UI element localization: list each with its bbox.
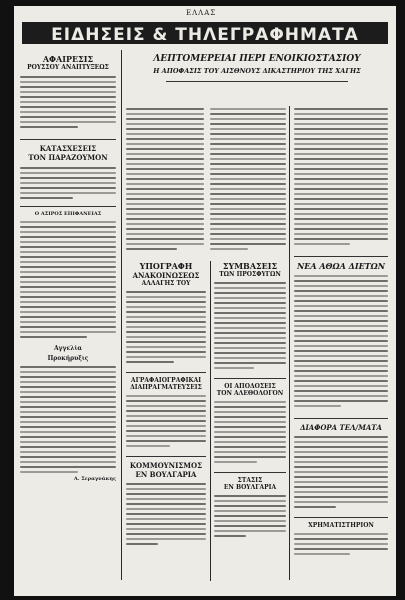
paper-name: ΕΛΛΑΣ	[186, 9, 217, 17]
article-text	[126, 395, 206, 447]
banner-subheadline: Η ΑΠΟΦΑΣΙΣ ΤΟΥ ΑΙΣΘΝΟΥΣ ΔΙΚΑΣΤΗΡΙΟΥ ΤΗΣ ΧΑΓΗΣ	[153, 67, 361, 75]
left-headline-1: ΑΦΑΙΡΕΣΙΣ	[42, 54, 94, 64]
article-text	[126, 108, 204, 250]
headline-mid2b: ΤΩΝ ΠΡΟΣΦΥΓΩΝ	[219, 271, 281, 278]
article-text	[294, 108, 388, 245]
left-headline-1b: ΡΟΥΣΣΟΥ ΑΝΑΠΤΥΞΕΩΣ	[27, 64, 109, 71]
right-headline-1: ΝΕΑ ΑΘΩΑ ΔΙΕΤΩΝ	[296, 261, 386, 271]
headline-mid6: ΣΤΑΣΙΣ	[237, 477, 263, 484]
left-headline-5: Προκήρυξις	[47, 355, 89, 362]
article-text	[20, 76, 116, 128]
headline-mid2: ΣΥΜΒΑΣΕΙΣ	[222, 261, 278, 271]
newspaper-page	[14, 6, 396, 596]
left-headline-2b: ΤΟΝ ΠΑΡΑΖΟΥΜΟΝ	[28, 153, 108, 162]
left-signature: Α. Σεραγνάκης	[73, 476, 116, 482]
article-text	[294, 275, 388, 407]
article-text	[126, 483, 206, 545]
headline-mid4b: ΤΟΝ ΑΛΕΘΟΛΟΓΟΝ	[216, 390, 284, 397]
right-headline-2: ΔΙΑΦΟΡΑ ΤΕΛ/ΜΑΤΑ	[300, 423, 382, 432]
column-rule	[210, 261, 211, 581]
center-banner	[126, 54, 388, 104]
article-text	[214, 282, 286, 369]
right-headline-3: ΧΡΗΜΑΤΙΣΤΗΡΙΟΝ	[308, 522, 374, 529]
center-column-b	[210, 108, 286, 258]
left-headline-2: ΚΑΤΑΣΧΕΣΕΙΣ	[39, 144, 97, 153]
left-headline-4: Αγγελία	[54, 345, 82, 352]
article-text	[214, 495, 286, 537]
right-column	[294, 108, 388, 588]
center-lower-left	[126, 261, 206, 591]
headline-mid6b: ΕΝ ΒΟΥΛΓΑΡΙΑ	[223, 484, 277, 491]
article-text	[126, 291, 206, 363]
headline-mid3: ΑΓΡΑΦΑΙΟΓΡΑΦΙΚΑΙ	[130, 377, 202, 384]
article-text	[20, 366, 116, 473]
headline-mid1: ΥΠΟΓΡΑΦΗ	[139, 261, 193, 271]
headline-mid3b: ΔΙΑΠΡΑΓΜΑΤΕΥΣΕΙΣ	[130, 384, 202, 391]
center-lower-right	[214, 261, 286, 591]
headline-mid1b: ΑΝΑΚΟΙΝΩΣΕΩΣ	[132, 271, 200, 280]
column-rule	[121, 50, 122, 580]
article-text	[20, 221, 116, 338]
banner-headline: ΛΕΠΤΟΜΕΡΕΙΑΙ ΠΕΡΙ ΕΝΟΙΚΙΟΣΤΑΣΙΟΥ	[153, 54, 361, 64]
headline-mid4: ΟΙ ΑΠΟΔΟΣΕΙΣ	[224, 383, 276, 390]
article-text	[294, 436, 388, 508]
article-text	[214, 401, 286, 463]
article-text	[210, 108, 286, 250]
article-text	[294, 533, 388, 555]
left-column	[20, 54, 116, 584]
article-text	[20, 167, 116, 199]
headline-mid5: ΚΟΜΜΟΥΝΙΣΜΟΣ	[129, 461, 203, 470]
headline-mid5b: ΕΝ ΒΟΥΛΓΑΡΙΑ	[135, 470, 197, 479]
left-headline-3: Ο ΑΣΙΡΟΣ ΕΠΙΦΑΝΕΙΑΣ	[34, 211, 102, 217]
column-rule	[289, 106, 290, 580]
center-column-a	[126, 108, 204, 258]
headline-mid1c: ΑΛΛΑΓΗΣ ΤΟΥ	[141, 280, 191, 287]
section-title: ΕΙΔΗΣΕΙΣ & ΤΗΛΕΓΡΑΦΗΜΑΤΑ	[51, 25, 359, 45]
section-header	[22, 22, 388, 44]
